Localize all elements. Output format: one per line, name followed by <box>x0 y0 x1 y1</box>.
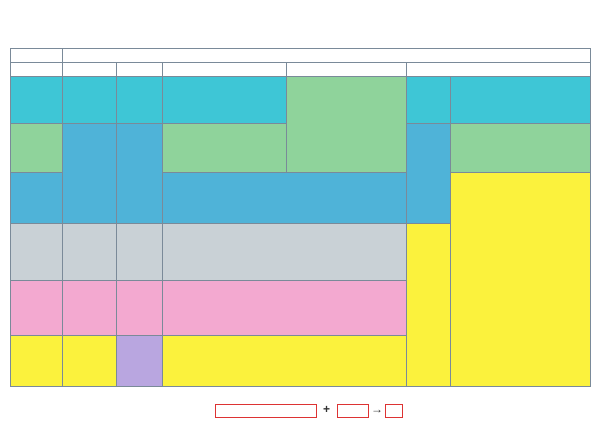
arrow-right-icon: → <box>371 402 383 416</box>
declension-table <box>10 48 591 387</box>
cell-accusative-masculine <box>163 124 287 173</box>
cell-genitive-dative-instrumental-prepositional-feminine <box>451 173 591 387</box>
header-feminine <box>407 63 591 77</box>
case-prepositional <box>11 336 63 387</box>
case-accusative <box>11 124 63 173</box>
case-nominative <box>11 77 63 124</box>
cell-accusative-genitive-person-3 <box>117 124 163 224</box>
page-title <box>0 0 600 40</box>
cell-nominative-person-1-2 <box>63 77 117 124</box>
footer <box>10 402 590 418</box>
cell-accusative-genitive-person-1-2 <box>63 124 117 224</box>
header-singular <box>63 49 591 63</box>
cell-dative-masculine-neuter <box>163 224 407 281</box>
header-person-1-2 <box>63 63 117 77</box>
row-nominative <box>11 77 591 124</box>
header-person-3 <box>117 63 163 77</box>
cell-accusative-genitive-feminine-person-3 <box>407 124 451 224</box>
cell-nominative-feminine-person-3 <box>407 77 451 124</box>
cell-prepositional-person-1-2 <box>63 336 117 387</box>
header-case <box>11 63 63 77</box>
spelling-rule-result <box>385 404 403 418</box>
cell-prepositional-masculine-neuter <box>163 336 407 387</box>
spelling-rule <box>215 402 405 418</box>
cell-accusative-feminine <box>451 124 591 173</box>
cell-nominative-person-3 <box>117 77 163 124</box>
plus-icon: + <box>323 402 331 416</box>
cell-nominative-masculine <box>163 77 287 124</box>
header-row-singular <box>11 49 591 63</box>
spelling-rule-letters <box>215 404 317 418</box>
cell-nominative-feminine <box>451 77 591 124</box>
cell-dative-person-1-2 <box>63 224 117 281</box>
cell-nominative-accusative-neuter <box>287 77 407 173</box>
cell-instrumental-person-1-2 <box>63 281 117 336</box>
cell-instrumental-masculine-neuter <box>163 281 407 336</box>
case-dative <box>11 224 63 281</box>
header-neuter <box>287 63 407 77</box>
cell-genitive-masculine-neuter <box>163 173 407 224</box>
cell-dative-person-3 <box>117 224 163 281</box>
case-instrumental <box>11 281 63 336</box>
cell-prepositional-person-3 <box>117 336 163 387</box>
cell-instrumental-person-3 <box>117 281 163 336</box>
header-masculine <box>163 63 287 77</box>
case-genitive <box>11 173 63 224</box>
spelling-rule-vowel <box>337 404 369 418</box>
header-row <box>11 63 591 77</box>
cell-dative-instrumental-prepositional-feminine-person-3 <box>407 224 451 387</box>
